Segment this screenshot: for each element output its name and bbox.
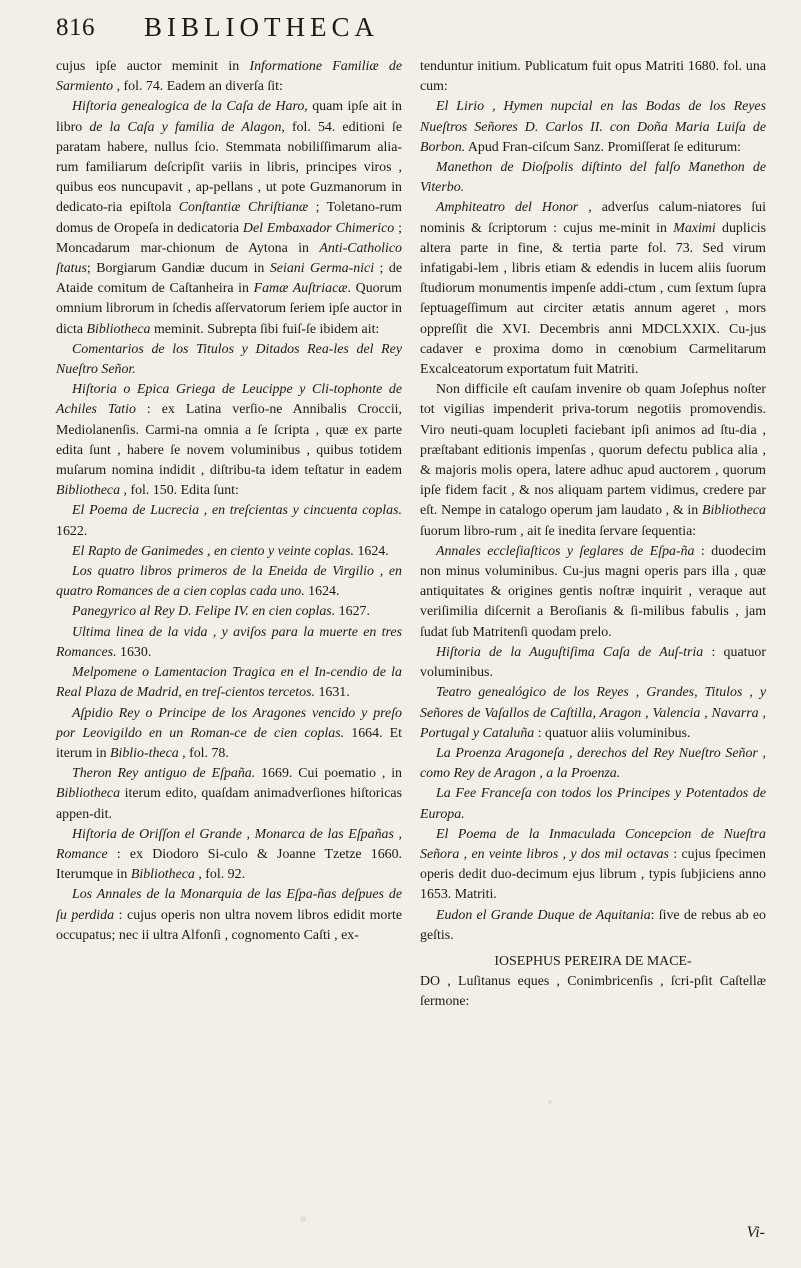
paragraph: Comentarios de los Titulos y Ditados Rea-les del Rey Nueſtro Señor. xyxy=(56,341,402,378)
paper-blemish xyxy=(300,1216,306,1222)
paragraph: La Fee Franceſa con todos los Principes y Potentados de Europa. xyxy=(420,786,766,822)
paragraph: El Lirio , Hymen nupcial en las Bodas de los Reyes Nueſtros Señores D. Carlos II. con Doña Maria Luiſa de Borbon. Apud Fran-ciſcum Sanz. Promiſſerat ſe editurum: xyxy=(420,99,766,155)
left-text-column xyxy=(56,57,402,946)
paragraph: Los Annales de la Monarquia de las Eſpa-ñas deſpues de ſu perdida : cujus operis non ultra novem libros edidit morte occupatus; nec ii ultra Alfonſi , cognomento Caſti , ex- xyxy=(56,887,402,943)
paragraph: Hiſtoria o Epica Griega de Leucippe y Cli-tophonte de Achiles Tatio : ex Latina verſio-ne Annibalis Croccii, Mediolanenſis. Carmi-na omnia a ſe ſcripta , quæ ex parte edita ſunt , habere ſe novem voluminibus , quibus totidem muſarum nomina indidit , diſtribu-ta idem teſtatur in eadem Bibliotheca , fol. 150. Edita ſunt: xyxy=(56,382,403,499)
paragraph: Non difficile eſt cauſam invenire ob quam Joſephus noſter tot vigilias impenderit priva-torum negotiis promovendis. Viro neuti-quam locupleti faciebant ipſi animos ad ſtu-dia , præſtabant editionis impenſas , quorum defectu publica alia , & majoris molis opera, latere adhuc apud auctorem , quorum ipſe fidem facit , & nos aliquam partem vidimus, credere par eſt. Nempe in catalogo operum jam laudato , & in Bibliotheca ſuorum libro-rum , ait ſe inedita ſervare ſequentia: xyxy=(420,382,766,539)
paragraph: tenduntur initium. Publicatum fuit opus Matriti 1680. fol. una cum: xyxy=(420,59,766,95)
paragraph: Ultima linea de la vida , y aviſos para la muerte en tres Romances. 1630. xyxy=(56,624,402,660)
paragraph: Melpomene o Lamentacion Tragica en el In-cendio de la Real Plaza de Madrid, en treſ-cientos tercetos. 1631. xyxy=(56,665,402,701)
catchword: Vi- xyxy=(746,1224,765,1241)
paragraph: Hiſtoria de Oriſſon el Grande , Monarca de las Eſpañas , Romance : ex Diodoro Si-culo & Joanne Tzetze 1660. Iterumque in Bibliotheca , fol. 92. xyxy=(56,826,402,883)
paragraph: Hiſtoria genealogica de la Caſa de Haro, quam ipſe ait in libro de la Caſa y familia de Alagon, fol. 54. editioni ſe paratam habere, nullus ſcio. Stemmata nobiliſſimarum alia-rum familiarum deſcripſit variis in libris, principes viros , quibus eos nuncupavit , ap-pellans , ut pote Guzmanorum in dedicato-ria epiſtola Conſtantiæ Chriſtianæ ; Toletano-rum domus de Oropeſa in dedicatoria Del Embaxador Chimerico ; Moncadarum mar-chionum de Aytona in Anti-Catholico ſtatus; Borgiarum Gandiæ ducum in Seiani Germa-nici ; de Ataide comitum de Caſtanheira in Famæ Auſtriacæ. Quorum omnium librorum in ſchedis aſſervatorum ſeriem ipſe auctor in dicta Bibliotheca meminit. Subrepta ſibi fuiſ-ſe ibidem ait: xyxy=(56,99,402,337)
paragraph: El Rapto de Ganimedes , en ciento y veinte coplas. 1624. xyxy=(72,543,389,559)
paragraph: Panegyrico al Rey D. Felipe IV. en cien coplas. 1627. xyxy=(72,604,370,620)
running-title: BIBLIOTHECA xyxy=(144,12,379,42)
paragraph: Eudon el Grande Duque de Aquitania: ſive de rebus ab eo geſtis. xyxy=(420,907,766,943)
paragraph: IOSEPHUS PEREIRA DE MACE- xyxy=(494,953,692,969)
paragraph: DO , Luſitanus eques , Conimbricenſis , ſcri-pſit Caſtellæ ſermone: xyxy=(420,974,766,1010)
page-number: 816 xyxy=(56,14,95,41)
paragraph: Amphiteatro del Honor , adverſus calum-niatores ſui nominis & ſcriptorum : cujus me-minit in Maximi duplicis altera parte in fine, & tertia parte fol. 73. Sed virum infatigabi-lem , libris etiam & edendis in lucem aliis ſuorum ſtudiorum monumentis impenſe addi-ctum , cum ſextum ſupra ſeptuageſſimum aut circiter ætatis annum ageret , mors oppreſſit die XVI. Decembris anni MDCLXXIX. Cu-jus cadaver e proxima domo in cœnobium Carmelitarum Excalceatorum exportatum fuit Matriti. xyxy=(420,200,766,378)
paragraph: La Proenza Aragoneſa , derechos del Rey Nueſtro Señor , como Rey de Aragon , a la Proenza. xyxy=(420,745,766,782)
right-text-column xyxy=(420,57,766,1013)
paragraph: Theron Rey antiguo de Eſpaña. 1669. Cui poematio , in Bibliotheca iterum edito, quaſdam animadverſiones hiſtoricas appen-dit. xyxy=(56,766,403,822)
paragraph: Annales eccleſiaſticos y ſeglares de Eſpa-ña : duodecim non minus voluminibus. Cu-jus magni operis pars illa , quæ antiquitates & origines gentis noſtræ inquirit , veraque aut veriſimilia diſcernit a Beroſianis & ſi-milibus fabulis , jam ſudat ſub Matritenſi quodam prelo. xyxy=(420,543,766,640)
paper-blemish xyxy=(548,1100,552,1104)
paragraph: El Poema de Lucrecia , en treſcientas y cincuenta coplas. 1622. xyxy=(56,503,402,539)
paragraph: cujus ipſe auctor meminit in Informatione Familiæ de Sarmiento , fol. 74. Eadem an diverſa ſit: xyxy=(56,59,402,95)
paragraph: Hiſtoria de la Auguſtiſima Caſa de Auſ-tria : quatuor voluminibus. xyxy=(420,644,766,681)
page-header xyxy=(56,10,761,46)
paragraph: Teatro genealógico de los Reyes , Grandes, Titulos , y Señores de Vaſallos de Caſtilla, Aragon , Valencia , Navarra , Portugal y Cataluña : quatuor aliis voluminibus. xyxy=(420,685,766,741)
paragraph: El Poema de la Inmaculada Concepcion de Nueſtra Señora , en veinte libros , y dos mil octavas : cujus ſpecimen operis dedit duo-decimum ejus librum , typis ſubjiciens anno 1653. Matriti. xyxy=(420,826,766,903)
paragraph: Manethon de Dioſpolis diſtinto del falſo Manethon de Viterbo. xyxy=(420,160,766,196)
paragraph: Aſpidio Rey o Principe de los Aragones vencido y preſo por Leovigildo en un Roman-ce de cien coplas. 1664. Et iterum in Biblio-theca , fol. 78. xyxy=(56,705,402,761)
paragraph: Los quatro libros primeros de la Eneida de Virgilio , en quatro Romances de a cien coplas cada uno. 1624. xyxy=(56,564,402,600)
